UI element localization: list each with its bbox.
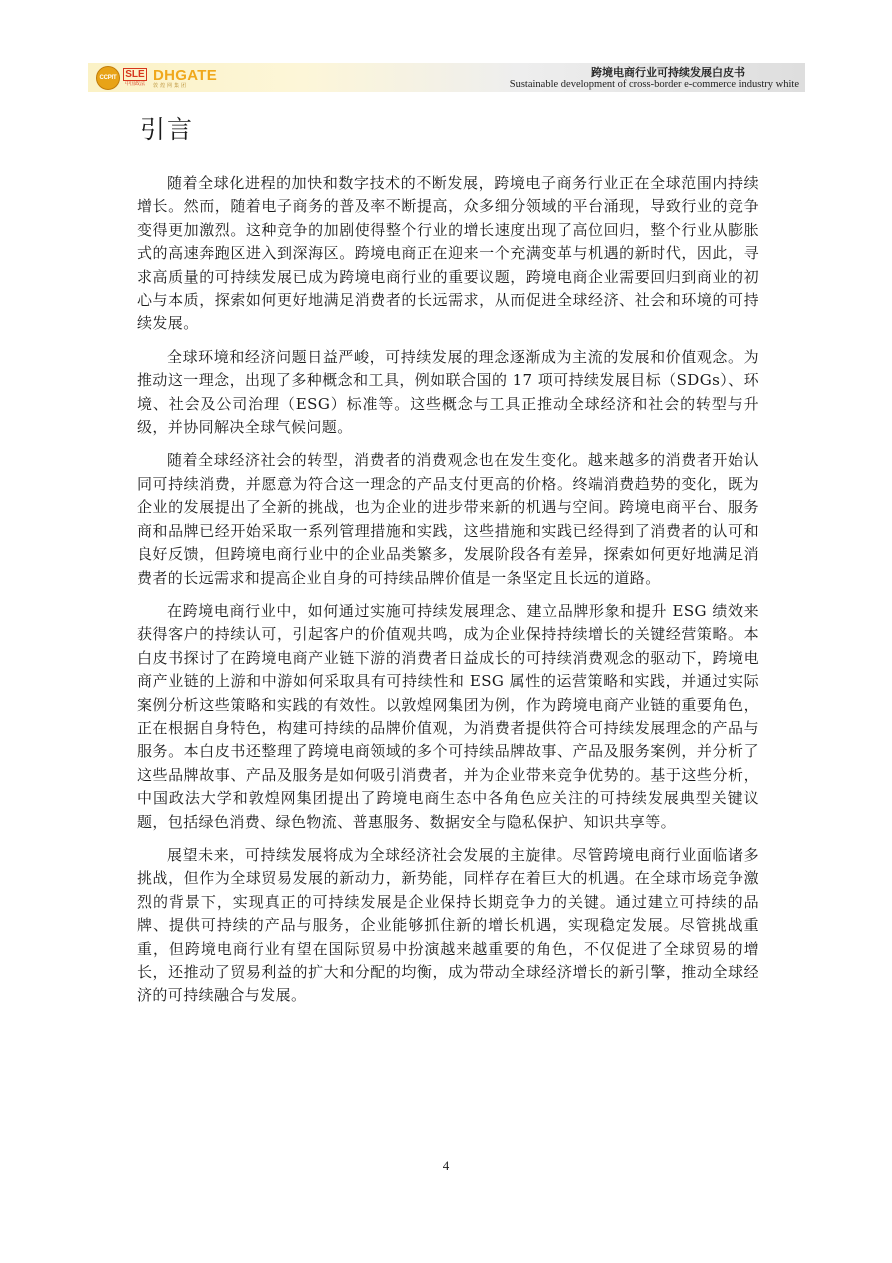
sle-logo-caption: 中国政法	[124, 81, 145, 87]
ccpit-logo-text: CCPIT	[99, 75, 117, 81]
paragraph: 展望未来，可持续发展将成为全球经济社会发展的主旋律。尽管跨境电商行业面临诸多挑战，但作为全球贸易发展的新动力，新势能，同样存在着巨大的机遇。在全球市场竞争激烈的背景下，实现真正的可持续发展是企业保持长期竞争力的关键。通过建立可持续的品牌、提供可持续的产品与服务，企业能够抓住新的增长机遇，实现稳定发展。尽管挑战重重，但跨境电商行业有望在国际贸易中扮演越来越重要的角色，不仅促进了全球贸易的增长，还推动了贸易利益的扩大和分配的均衡，成为带动全球经济增长的新引擎，推动全球经济的可持续融合与发展。	[137, 845, 759, 1005]
page-header	[88, 63, 805, 92]
paragraph: 随着全球化进程的加快和数字技术的不断发展，跨境电子商务行业正在全球范围内持续增长。然而，随着电子商务的普及率不断提高，众多细分领域的平台涌现，导致行业的竞争变得更加激烈。这种竞争的加剧使得整个行业的增长速度出现了高位回归，整个行业从膨胀式的高速奔跑区进入到深海区。跨境电商正在迎来一个充满变革与机遇的新时代，因此，寻求高质量的可持续发展已成为跨境电商行业的重要议题，跨境电商企业需要回归到商业的初心与本质，探索如何更好地满足消费者的长远需求，从而促进全球经济、社会和环境的可持续发展。	[137, 174, 759, 333]
paragraph: 全球环境和经济问题日益严峻，可持续发展的理念逐渐成为主流的发展和价值观念。为推动这一理念，出现了多种概念和工具，例如联合国的 17 项可持续发展目标（SDGs）、环境、社会及公司治理（ESG）标准等。这些概念与工具正推动全球经济和社会的转型与升级，并协同解决全球气候问题。	[137, 347, 759, 437]
sle-logo-text: SLE	[125, 69, 145, 80]
paragraph: 在跨境电商行业中，如何通过实施可持续发展理念、建立品牌形象和提升 ESG 绩效来获得客户的持续认可，引起客户的价值观共鸣，成为企业保持持续增长的关键经营策略。本白皮书探讨了在跨境电商产业链下游的消费者日益成长的可持续消费观念的驱动下，跨境电商产业链的上游和中游如何采取具有可持续性和 ESG 属性的运营策略和实践，并通过实际案例分析这些策略和实践的有效性。以敦煌网集团为例，作为跨境电商产业链的重要角色，正在根据自身特色，构建可持续的品牌价值观，为消费者提供符合可持续发展理念的产品与服务。本白皮书还整理了跨境电商领域的多个可持续品牌故事、产品及服务案例，并分析了这些品牌故事、产品及服务是如何吸引消费者，并为企业带来竞争优势的。基于这些分析，中国政法大学和敦煌网集团提出了跨境电商生态中各角色应关注的可持续发展典型关键议题，包括绿色消费、绿色物流、普惠服务、数据安全与隐私保护、知识共享等。	[137, 601, 759, 831]
dhgate-logo	[153, 68, 217, 89]
page-number: 4	[442, 1158, 450, 1173]
ccpit-logo	[96, 66, 120, 90]
document-subtitle: Sustainable development of cross-border e-commerce industry white	[509, 79, 799, 90]
paragraph: 随着全球经济社会的转型，消费者的消费观念也在发生变化。越来越多的消费者开始认同可持续消费，并愿意为符合这一理念的产品支付更高的价格。终端消费趋势的变化，既为企业的发展提出了全新的挑战，也为企业的进步带来新的机遇与空间。跨境电商平台、服务商和品牌已经开始采取一系列管理措施和实践，这些措施和实践已经得到了消费者的认可和良好反馈，但跨境电商行业中的企业品类繁多，发展阶段各有差异，探索如何更好地满足消费者的长远需求和提高企业自身的可持续品牌价值是一条坚定且长远的道路。	[137, 451, 759, 587]
body-text	[137, 172, 759, 1018]
document-title: 跨境电商行业可持续发展白皮书	[591, 66, 745, 79]
section-heading: 引言	[140, 115, 195, 144]
header-logos	[96, 66, 217, 90]
dhgate-logo-text: DHGATE	[153, 66, 218, 84]
sle-logo	[123, 66, 147, 90]
dhgate-logo-caption: 敦煌网集团	[153, 82, 189, 89]
